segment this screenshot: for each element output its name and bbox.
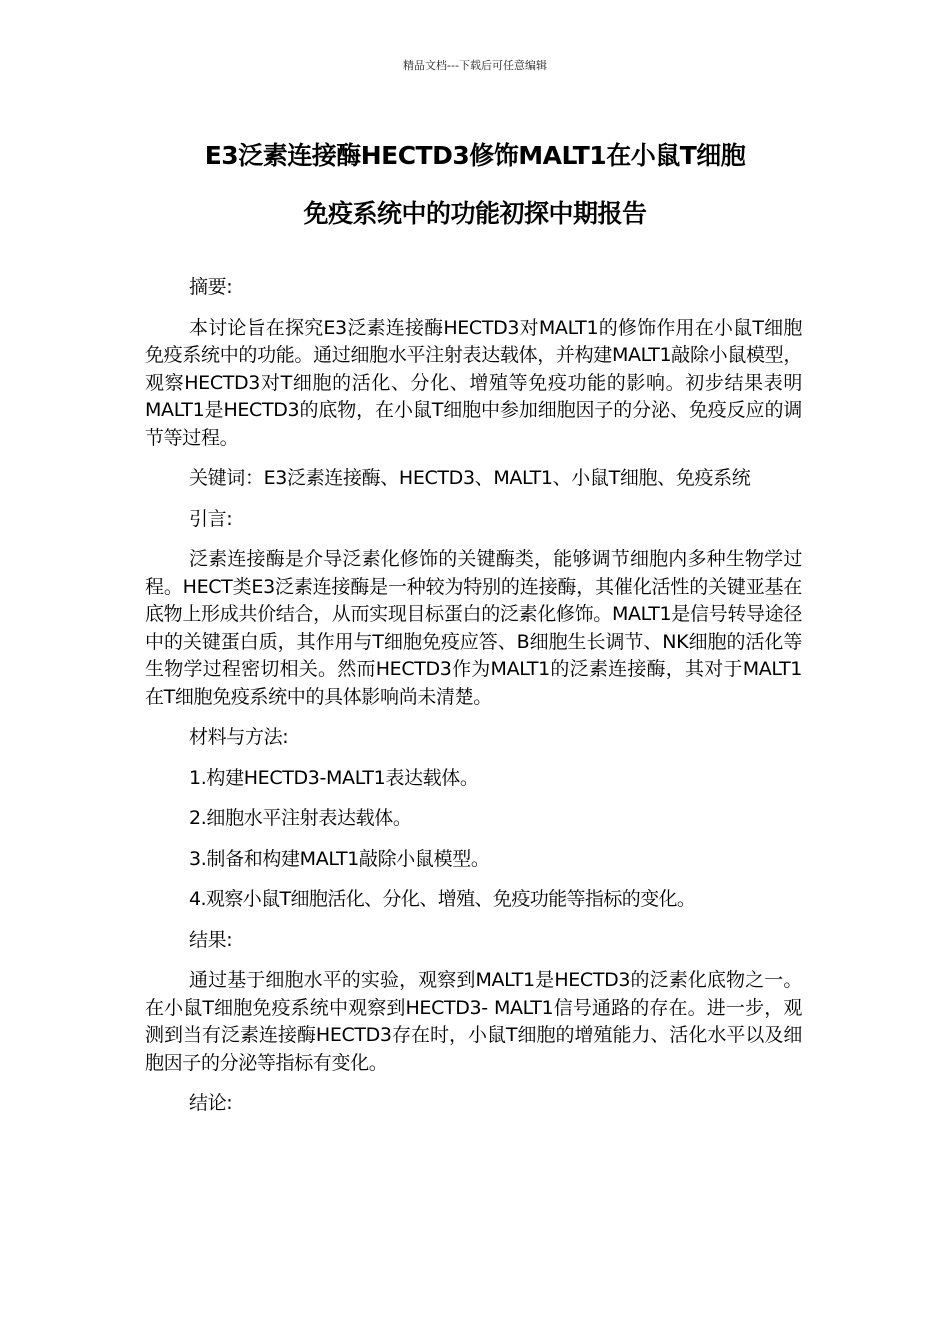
document-body — [145, 274, 802, 1131]
methods-label: 材料与方法: — [189, 726, 289, 748]
intro-paragraph: 泛素连接酶是介导泛素化修饰的关键酶类，能够调节细胞内多种生物学过程。HECT类E3泛素连接酶是一种较为特别的连接酶，其催化活性的关键亚基在底物上形成共价结合，从而实现目标蛋白的泛素化修饰。MALT1是信号转导途径中的关键蛋白质，其作用与T细胞免疫应答、B细胞生长调节、NK细胞的活化等生物学过程密切相关。然而HECTD3作为MALT1的泛素连接酶，其对于MALT1在T细胞免疫系统中的具体影响尚未清楚。 — [145, 548, 802, 708]
methods-item: 1.构建HECTD3-MALT1表达载体。 — [189, 766, 479, 789]
results-paragraph: 通过基于细胞水平的实验，观察到MALT1是HECTD3的泛素化底物之一。在小鼠T细胞免疫系统中观察到HECTD3- MALT1信号通路的存在。进一步，观测到当有泛素连接酶HECTD3存在时，小鼠T细胞的增殖能力、活化水平以及细胞因子的分泌等指标有变化。 — [145, 969, 802, 1074]
intro-label: 引言: — [189, 507, 233, 530]
keywords-paragraph: 关键词：E3泛素连接酶、HECTD3、MALT1、小鼠T细胞、免疫系统 — [189, 467, 751, 489]
results-label: 结果: — [189, 928, 233, 951]
methods-item: 4.观察小鼠T细胞活化、分化、增殖、免疫功能等指标的变化。 — [189, 888, 696, 910]
abstract-paragraph: 本讨论旨在探究E3泛素连接酶HECTD3对MALT1的修饰作用在小鼠T细胞免疫系统中的功能。通过细胞水平注射表达载体，并构建MALT1敲除小鼠模型，观察HECTD3对T细胞的活化、分化、增殖等免疫功能的影响。初步结果表明MALT1是HECTD3的底物，在小鼠T细胞中参加细胞因子的分泌、免疫反应的调节等过程。 — [145, 316, 802, 449]
title-line-1: E3泛素连接酶HECTD3修饰MALT1在小鼠T细胞 — [204, 141, 746, 170]
abstract-label: 摘要: — [189, 276, 233, 298]
methods-item: 3.制备和构建MALT1敲除小鼠模型。 — [189, 847, 490, 870]
conclusion-label: 结论: — [189, 1092, 233, 1114]
header-note: 精品文档---下载后可任意编辑 — [403, 59, 547, 72]
methods-item: 2.细胞水平注射表达载体。 — [189, 807, 412, 829]
title-line-2: 免疫系统中的功能初探中期报告 — [303, 199, 647, 228]
